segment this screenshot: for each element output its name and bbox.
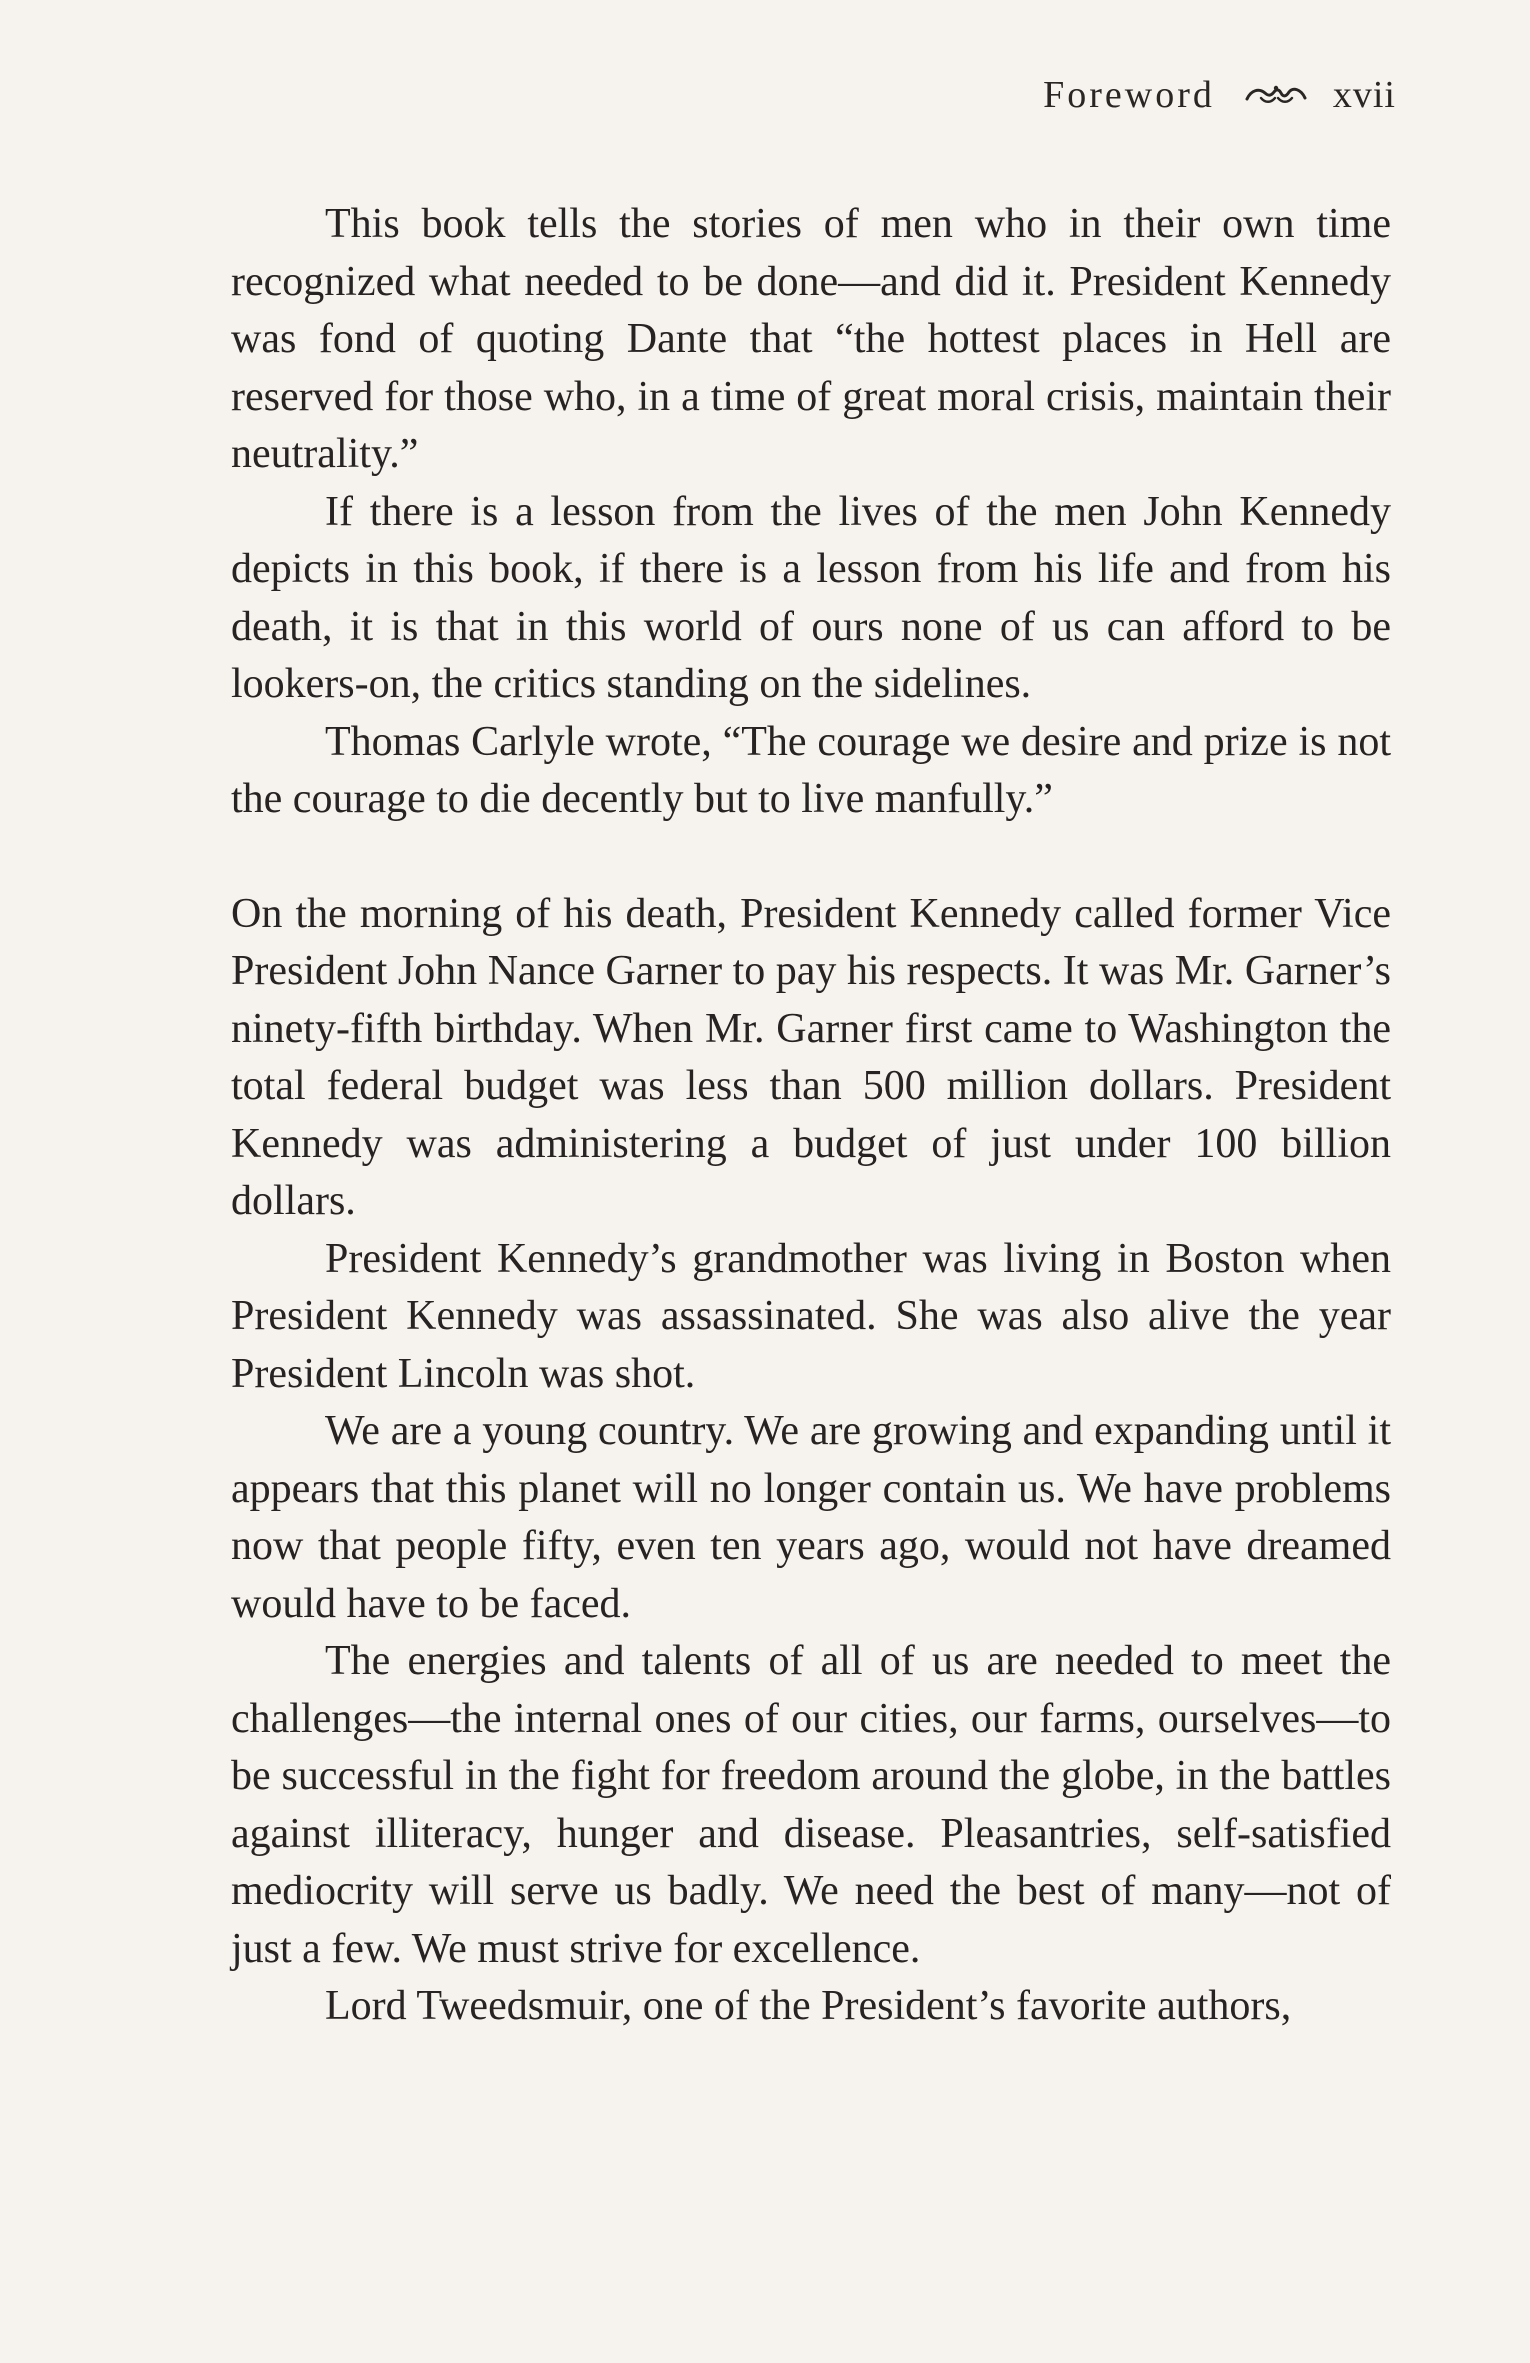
paragraph: Lord Tweedsmuir, one of the President’s favorite authors, [325,1983,1292,2029]
paragraph: If there is a lesson from the lives of the men John Kennedy depicts in this book, if there is a lesson from his life and from his death, it is that in this world of ours none of us can afford to be lookers-on, the critics standing on the sidelines. [231,488,1391,707]
paragraph: On the morning of his death, President Kennedy called former Vice President John Nance Garner to pay his respects. It was Mr. Garner’s ninety-fifth birthday. When Mr. Garner first came to Washington the total federal budget was less than 500 million dollars. President Kennedy was administering a budget of just under 100 billion dollars. [231,890,1391,1224]
paragraph: Thomas Carlyle wrote, “The courage we desire and prize is not the courage to die decently but to live manfully.” [231,718,1391,822]
running-header [1043,76,1396,114]
body-text [231,196,1391,2036]
paragraph: The energies and talents of all of us are needed to meet the challenges—the internal ones of our cities, our farms, ourselves—to be successful in the fight for freedom around the globe, in the battles against illiteracy, hunger and disease. Pleasantries, self-satisfied mediocrity will serve us badly. We need the best of many—not of just a few. We must strive for excellence. [231,1638,1391,1972]
fleuron-ornament-icon [1245,84,1307,106]
page-number: xvii [1332,74,1396,116]
paragraph: President Kennedy’s grandmother was living in Boston when President Kennedy was assassinated. She was also alive the year President Lincoln was shot. [231,1235,1391,1397]
paragraph: This book tells the stories of men who in their own time recognized what needed to be done—and did it. President Kennedy was fond of quoting Dante that “the hottest places in Hell are reserved for those who, in a time of great moral crisis, maintain their neutrality.” [231,201,1391,477]
paragraph: We are a young country. We are growing and expanding until it appears that this planet will no longer contain us. We have problems now that people fifty, even ten years ago, would not have dreamed would have to be faced. [231,1408,1391,1627]
running-header-title: Foreword [1043,74,1215,116]
